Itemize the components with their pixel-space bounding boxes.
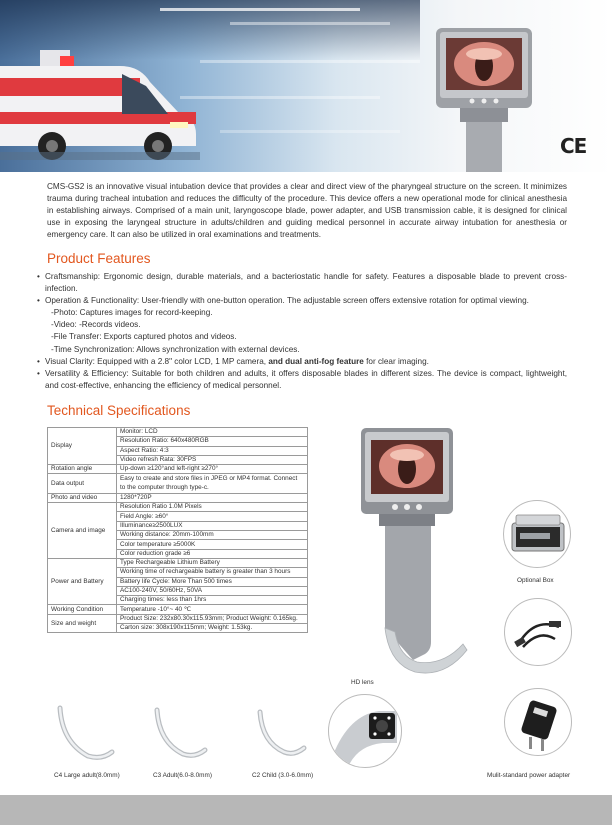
power-adapter-image (504, 688, 572, 756)
spec-category: Display (48, 428, 117, 465)
feature-sub-video: -Video: -Records videos. (51, 320, 141, 330)
spec-table (47, 427, 308, 633)
table-row: Rotation angle Up-down ≥120°and left-right ≥270° (48, 465, 308, 474)
table-row: Battery life Cycle: More Than 500 times (48, 577, 308, 586)
spec-category: Data output (48, 474, 117, 493)
table-row: Resolution Ratio: 640x480RGB (48, 437, 308, 446)
hero-banner (0, 0, 612, 172)
table-row: Aspect Ratio: 4:3 (48, 446, 308, 455)
table-row: Illuminance≥2500LUX (48, 521, 308, 530)
spec-category: Power and Battery (48, 558, 117, 604)
laryngoscope-hero-image (434, 28, 534, 172)
table-row: Field Angle: ≥60° (48, 512, 308, 521)
bullet-icon: • (37, 272, 40, 281)
ambulance-image (0, 42, 200, 160)
feature-sub-photo: -Photo: Captures images for record-keeping. (51, 308, 213, 318)
table-row: Data output Easy to create and store files in JPEG or MP4 format. Connect to the computer through type-c. (48, 474, 308, 493)
blade-c2-label: C2 Child (3.0-6.0mm) (252, 772, 314, 779)
technical-specifications-title: Technical Specifications (47, 403, 191, 418)
table-row: Charging times: less than 1hrs (48, 596, 308, 605)
product-features-title: Product Features (47, 251, 151, 266)
optional-box-label: Optional Box (517, 577, 554, 584)
features-list (37, 271, 567, 392)
ce-mark: CE (560, 134, 587, 158)
table-row: Carton size: 308x190x115mm; Weight: 1.53kg. (48, 624, 308, 633)
hd-lens-label: HD lens (351, 679, 374, 686)
table-row: Photo and video 1280*720P (48, 493, 308, 502)
table-row: Camera and image Resolution Ratio 1.0M Pixels (48, 503, 308, 512)
feature-item-visual: • Visual Clarity: Equipped with a 2.8" color LCD, 1 MP camera, and dual anti-fog feature for clear imaging. (37, 356, 567, 368)
spec-category: Size and weight (48, 614, 117, 633)
table-row: Working time of rechargeable battery is greater than 3 hours (48, 568, 308, 577)
spec-category: Photo and video (48, 493, 117, 502)
table-row: Working Condition Temperature -10°~ 40 ℃ (48, 605, 308, 614)
bullet-icon: • (37, 296, 40, 306)
blade-c4-image (48, 702, 118, 764)
power-adapter-label: Mulit-standard power adapter (487, 772, 571, 779)
blade-c3-label: C3 Adult(6.0-8.0mm) (153, 772, 212, 779)
table-row: Color temperature ≥5000K (48, 540, 308, 549)
feature-item-versatility: • Versatility & Efficiency: Suitable for both children and adults, it offers disposable blades in different sizes. The device is compact, lightweight, and cost-effective, enhancing the efficiency of medical personnel. (37, 368, 567, 392)
feature-item-operation: • Operation & Functionality: User-friendly with one-button operation. The adjustable screen offers extensive rotation for optimal viewing. (37, 295, 567, 307)
blade-c2-image (248, 702, 318, 764)
usb-cable-image (504, 598, 572, 666)
table-row: Working distance: 20mm-100mm (48, 531, 308, 540)
blade-c3-image (145, 702, 215, 764)
spec-category: Camera and image (48, 503, 117, 559)
footer-bar (0, 795, 612, 825)
table-row: Video refresh Rata: 30FPS (48, 455, 308, 464)
bullet-icon: • (37, 356, 40, 366)
table-row: AC100-240V, 50/60Hz, 50VA (48, 586, 308, 595)
table-row: Size and weight Product Size: 232x80.30x115.93mm; Product Weight: 0.165kg. (48, 614, 308, 623)
blade-c4-label: C4 Large adult(8.0mm) (54, 772, 120, 779)
feature-item-craftsmanship: • Craftsmanship: Ergonomic design, durable materials, and a bacteriostatic handle for safety. Features a disposable blade to prevent cross-infection. (37, 271, 567, 295)
feature-sub-transfer: -File Transfer: Exports captured photos and videos. (51, 332, 237, 342)
spec-category: Rotation angle (48, 465, 117, 474)
spec-category: Working Condition (48, 605, 117, 614)
optional-box-image (503, 500, 571, 568)
feature-sub-time: -Time Synchronization: Allows synchronization with external devices. (51, 344, 300, 354)
table-row: Power and Battery Type Rechargeable Lithium Battery (48, 558, 308, 567)
intro-paragraph: CMS-GS2 is an innovative visual intubation device that provides a clear and direct view of the pharyngeal structure on the screen. It minimizes trauma during tracheal intubation and reduces the difficulty of the procedure. This device offers a new operational mode for clinical anesthesia in establishing airways. Comprised of a main unit, laryngoscope blade, power adapter, and USB transmission cable, it is designed for clinical use in exposing the laryngeal structure in adults/children and guiding medical personnel in accurate airway intubation for anesthesia or emergency care. It can also be utilized in oral examinations and treatments. (47, 182, 567, 240)
laryngoscope-main-image (355, 428, 475, 686)
bullet-icon: • (37, 368, 40, 378)
hd-lens-closeup-image (328, 694, 402, 768)
table-row: Display Monitor: LCD (48, 428, 308, 437)
table-row: Color reduction grade ≥6 (48, 549, 308, 558)
